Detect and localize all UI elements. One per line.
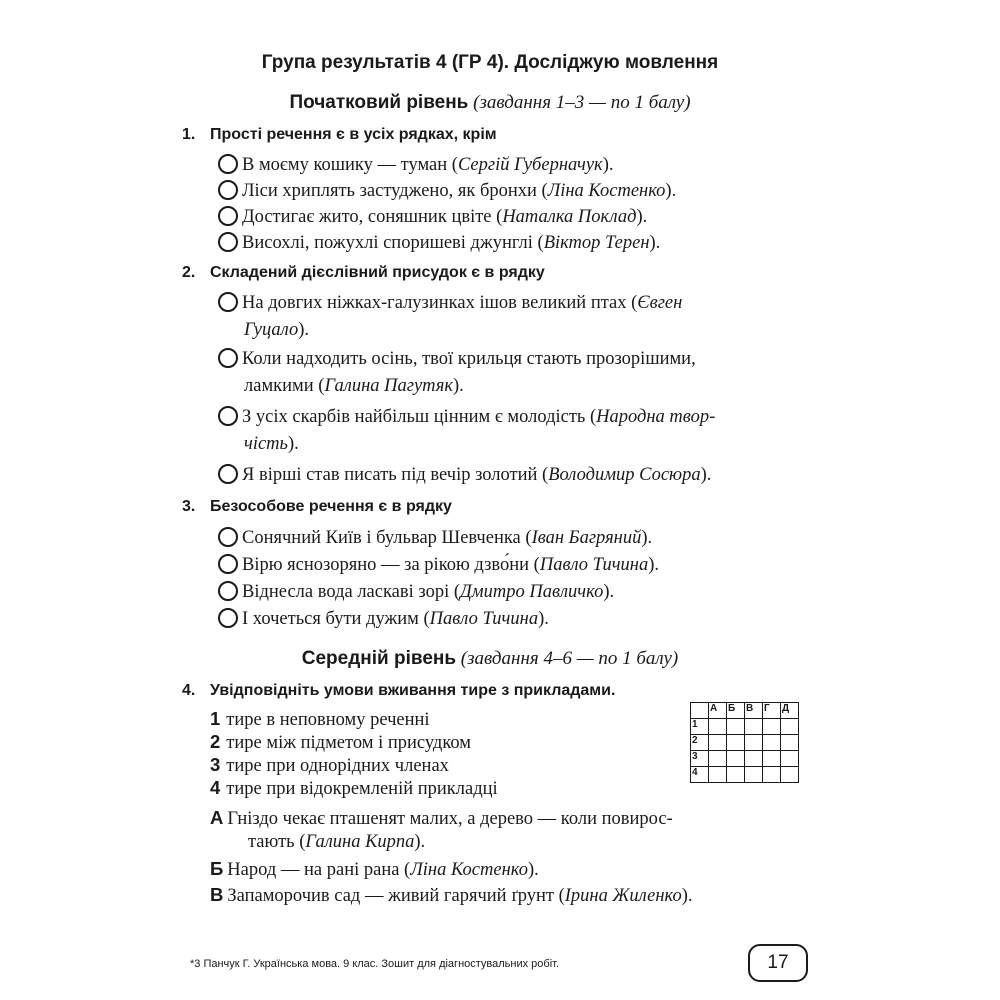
answer-circle-icon[interactable] — [218, 406, 238, 426]
level-heading-initial — [0, 92, 980, 114]
grid-cell[interactable] — [709, 751, 727, 767]
question-4 — [182, 682, 615, 700]
grid-cell[interactable] — [763, 767, 781, 783]
q2-option-3-continuation: чість). — [244, 434, 299, 454]
question-3 — [182, 498, 452, 516]
question-2 — [182, 264, 545, 282]
grid-cell[interactable] — [727, 735, 745, 751]
grid-cell[interactable] — [781, 767, 799, 783]
q2-option-1-continuation: Гуцало). — [244, 320, 310, 340]
grid-cell[interactable] — [781, 719, 799, 735]
answer-circle-icon[interactable] — [218, 527, 238, 547]
question-number: 4. — [182, 682, 196, 699]
answer-circle-icon[interactable] — [218, 180, 238, 200]
grid-row-header: 3 — [691, 751, 709, 767]
grid-row-header: 2 — [691, 735, 709, 751]
q1-option-4[interactable]: Висохлі, пожухлі споришеві джунглі (Віктор Терен). — [218, 230, 660, 257]
question-text: Увідповідніть умови вживання тире з прикладами. — [210, 682, 616, 699]
example-b: Б Народ — на рані рана (Ліна Костенко). — [210, 858, 539, 880]
q1-option-2[interactable]: Ліси хриплять застуджено, як бронхи (Ліна Костенко). — [218, 178, 676, 205]
grid-row-header: 4 — [691, 767, 709, 783]
page-title: Група результатів 4 (ГР 4). Досліджую мовлення — [261, 52, 719, 73]
grid-cell[interactable] — [745, 751, 763, 767]
answer-circle-icon[interactable] — [218, 154, 238, 174]
question-text: Складений дієслівний присудок є в рядку — [210, 264, 545, 281]
level-note: (завдання 4–6 — по 1 балу) — [460, 648, 679, 669]
grid-corner-cell — [691, 703, 709, 719]
answer-circle-icon[interactable] — [218, 608, 238, 628]
q2-option-3[interactable]: З усіх скарбів найбільш цінним є молодість (Народна твор- — [218, 404, 715, 431]
grid-col-header: Д — [781, 703, 799, 719]
level-name: Початковий рівень — [289, 92, 469, 113]
answer-circle-icon[interactable] — [218, 554, 238, 574]
q3-option-4[interactable]: І хочеться бути дужим (Павло Тичина). — [218, 606, 549, 633]
match-item-3: 3 тире при однорідних членах — [210, 754, 449, 776]
footnote: *3 Панчук Г. Українська мова. 9 клас. Зошит для діагностувальних робіт. — [190, 958, 560, 970]
q3-option-3[interactable]: Віднесла вода ласкаві зорі (Дмитро Павличко). — [218, 579, 614, 606]
answer-circle-icon[interactable] — [218, 292, 238, 312]
grid-col-header: А — [709, 703, 727, 719]
grid-row — [691, 751, 799, 767]
grid-cell[interactable] — [781, 735, 799, 751]
q2-option-1[interactable]: На довгих ніжках-галузинках ішов великий птах (Євген — [218, 290, 682, 317]
answer-circle-icon[interactable] — [218, 464, 238, 484]
grid-cell[interactable] — [763, 719, 781, 735]
q3-option-1[interactable]: Сонячний Київ і бульвар Шевченка (Іван Багряний). — [218, 525, 652, 552]
grid-cell[interactable] — [745, 719, 763, 735]
grid-cell[interactable] — [727, 719, 745, 735]
example-a-continuation: тають (Галина Кирпа). — [248, 832, 426, 852]
grid-row-header: 1 — [691, 719, 709, 735]
match-item-1: 1 тире в неповному реченні — [210, 708, 430, 730]
grid-cell[interactable] — [763, 735, 781, 751]
grid-col-header: Г — [763, 703, 781, 719]
grid-cell[interactable] — [727, 751, 745, 767]
answer-grid — [690, 702, 799, 783]
q3-option-2[interactable]: Вірю яснозоряно — за рікою дзво́ни (Павло Тичина). — [218, 552, 659, 579]
question-number: 2. — [182, 264, 196, 281]
answer-circle-icon[interactable] — [218, 581, 238, 601]
question-number: 3. — [182, 498, 196, 515]
grid-col-header: Б — [727, 703, 745, 719]
level-heading-middle — [0, 648, 980, 670]
grid-col-header: В — [745, 703, 763, 719]
answer-circle-icon[interactable] — [218, 206, 238, 226]
grid-cell[interactable] — [727, 767, 745, 783]
grid-cell[interactable] — [763, 751, 781, 767]
grid-row — [691, 719, 799, 735]
question-text: Безособове речення є в рядку — [210, 498, 452, 515]
example-a: А Гніздо чекає пташенят малих, а дерево — коли повирос- — [210, 807, 673, 829]
grid-row — [691, 767, 799, 783]
grid-cell[interactable] — [781, 751, 799, 767]
page-number: 17 — [748, 944, 808, 982]
grid-cell[interactable] — [709, 719, 727, 735]
example-c: В Запаморочив сад — живий гарячий ґрунт (Ірина Жиленко). — [210, 884, 693, 906]
answer-circle-icon[interactable] — [218, 232, 238, 252]
q2-option-4[interactable]: Я вірші став писать під вечір золотий (Володимир Сосюра). — [218, 462, 711, 489]
grid-row — [691, 735, 799, 751]
level-note: (завдання 1–3 — по 1 балу) — [473, 92, 691, 113]
question-number: 1. — [182, 126, 196, 143]
grid-cell[interactable] — [709, 767, 727, 783]
grid-cell[interactable] — [745, 735, 763, 751]
q1-option-3[interactable]: Достигає жито, соняшник цвіте (Наталка Поклад). — [218, 204, 647, 231]
question-text: Прості речення є в усіх рядках, крім — [210, 126, 497, 143]
q1-option-1[interactable]: В моєму кошику — туман (Сергій Губерначук). — [218, 152, 614, 179]
question-1 — [182, 126, 497, 144]
grid-cell[interactable] — [745, 767, 763, 783]
grid-cell[interactable] — [709, 735, 727, 751]
grid-header-row — [691, 703, 799, 719]
match-item-2: 2 тире між підметом і присудком — [210, 731, 471, 753]
match-item-4: 4 тире при відокремленій прикладці — [210, 777, 498, 799]
answer-circle-icon[interactable] — [218, 348, 238, 368]
q2-option-2-continuation: ламкими (Галина Пагутяк). — [244, 376, 464, 396]
q2-option-2[interactable]: Коли надходить осінь, твої крильця стають прозорішими, — [218, 346, 696, 373]
level-name: Середній рівень — [301, 648, 457, 669]
